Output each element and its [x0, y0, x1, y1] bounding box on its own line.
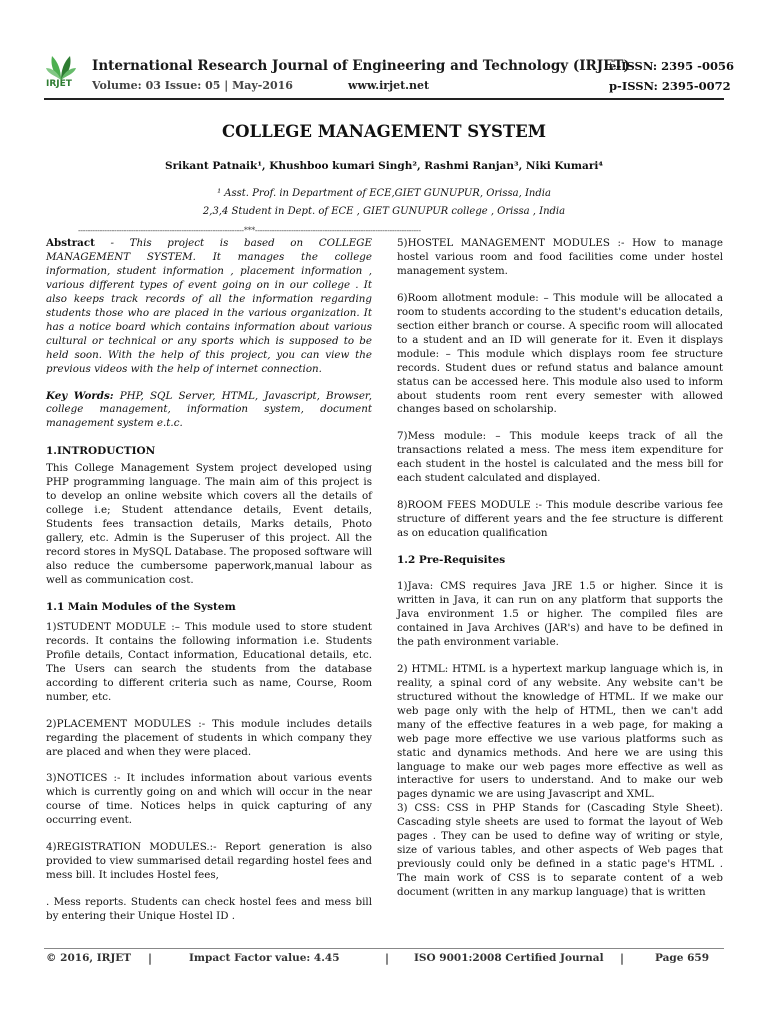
module-4-continued: . Mess reports. Students can check hostel fees and mess bill by entering their Unique Hostel ID .: [46, 896, 372, 923]
module-6: 6)Room allotment module: – This module will be allocated a room to students according to the student's education details, section either branch or course. A specific room will allocated to a student and an ID will generate for it. Even it displays module: – This module which displays room fee structure records. Student dues or refund status and balance amount status can be accessed here. This module also used to inform about students room rent every semester with allowed changes based on scholarship.: [397, 291, 723, 416]
irjet-logo: [44, 50, 78, 90]
keywords-label: Key Words:: [46, 389, 114, 402]
keywords: [46, 390, 372, 432]
intro-heading: 1.INTRODUCTION: [46, 445, 156, 458]
abstract-text: - This project is based on COLLEGE MANAGEMENT SYSTEM. It manages the college information, student information , placement information , various different types of event going on in our college . It also keeps track records of all the information regarding students those who are placed in the various organization. It has a notice board which contains information about various cultural or technical or any sports which is supposed to be held soon. With the help of this project, you can view the previous videos with the help of internet connection.: [46, 237, 372, 375]
prereq-html: 2) HTML: HTML is a hypertext markup language which is, in reality, a spinal cord of any website. Any website can't be structured without the knowledge of HTML. If we make our web page only with the help of HTML, then we can't add many of the effective features in a web page, for making a web page more effective we use various platforms such as static and dynamics methods. And here we are using this language to make our web pages more effective as well as interactive for users to understand. And to make our web pages dynamic we are using Javascript and XML.: [397, 662, 723, 801]
module-2: 2)PLACEMENT MODULES :- This module includes details regarding the placement of students in which company they are placed and when they were placed.: [46, 717, 372, 758]
module-5: 5)HOSTEL MANAGEMENT MODULES :- How to manage hostel various room and food facilities come under hostel management system.: [397, 237, 723, 277]
abstract-label: Abstract: [46, 237, 95, 249]
p-issn: p-ISSN: 2395-0072: [609, 79, 731, 93]
keywords-text: PHP, SQL Server, HTML, Javascript, Browser, college management, information system, document management system e.t.c.: [46, 389, 372, 430]
website-link[interactable]: www.irjet.net: [348, 79, 430, 92]
footer-copyright: © 2016, IRJET: [46, 952, 132, 964]
paper-title: COLLEGE MANAGEMENT SYSTEM: [222, 122, 546, 141]
section-divider: ---------------------------------------------------------------------***---------------------------------------------------------------------: [78, 226, 421, 235]
footer-separator: |: [620, 952, 625, 965]
affiliation-2: 2,3,4 Student in Dept. of ECE , GIET GUNUPUR college , Orissa , India: [202, 206, 566, 217]
footer-impact-factor: Impact Factor value: 4.45: [189, 952, 340, 964]
affiliation-1: ¹ Asst. Prof. in Department of ECE,GIET GUNUPUR, Orissa, India: [217, 188, 551, 199]
journal-name: International Research Journal of Engineering and Technology (IRJET): [92, 58, 630, 74]
module-8: 8)ROOM FEES MODULE :- This module describe various fee structure of different years and the fee structure is different as on education qualification: [397, 499, 723, 540]
authors: Srikant Patnaik¹, Khushboo kumari Singh², Rashmi Ranjan³, Niki Kumari⁴: [165, 160, 603, 172]
module-1: 1)STUDENT MODULE :– This module used to store student records. It contains the following information i.e. Students Profile details, Contact information, Educational details, etc. The Users can search the students from the database according to different criteria such as name, Course, Room number, etc.: [46, 620, 372, 703]
modules-heading: 1.1 Main Modules of the System: [46, 600, 236, 613]
footer-separator: |: [385, 952, 390, 965]
footer-separator: |: [148, 952, 153, 965]
footer-rule: [44, 948, 724, 949]
left-column: [46, 237, 372, 937]
volume-issue: Volume: 03 Issue: 05 | May-2016: [92, 79, 293, 92]
prereq-css: 3) CSS: CSS in PHP Stands for (Cascading Style Sheet). Cascading style sheets are used to format the layout of Web pages . They can be used to define way of writing or style, size of various tables, and other aspects of Web pages that previously could only be defined in a static page's HTML . The main work of CSS is to separate content of a web document (written in any markup language) that is written: [397, 802, 723, 899]
prereq-java: 1)Java: CMS requires Java JRE 1.5 or higher. Since it is written in Java, it can run on any platform that supports the Java environment 1.5 or higher. The compiled files are contained in Java Archives (JAR's) and have to be defined in the path environment variable.: [397, 580, 723, 648]
intro-text: This College Management System project developed using PHP programming language. The main aim of this project is to develop an online website which covers all the details of college i.e; Student attendance details, Event details, Students fees transaction details, Marks details, Photo gallery, etc. Admin is the Superuser of this project. All the record stores in MySQL Database. The proposed software will also reduce the cumbersome paperwork,manual labour as well as communication cost.: [46, 462, 372, 586]
header-rule: [44, 98, 724, 100]
e-issn: e-ISSN: 2395 -0056: [609, 59, 734, 73]
logo-text: IRJET: [46, 79, 72, 89]
abstract: [46, 237, 372, 377]
prereq-heading: 1.2 Pre-Requisites: [397, 554, 506, 567]
module-3: 3)NOTICES :- It includes information about various events which is currently going on and which will occur in the near course of time. Notices helps in quick capturing of any occurring event.: [46, 772, 372, 827]
footer-iso: ISO 9001:2008 Certified Journal: [414, 952, 604, 964]
module-7: 7)Mess module: – This module keeps track of all the transactions related a mess. The mess item expenditure for each student in the hostel is calculated and the mess bill for each student calculated and displayed.: [397, 430, 723, 485]
right-column: [397, 237, 723, 913]
module-4: 4)REGISTRATION MODULES.:- Report generation is also provided to view summarised detail regarding hostel fees and mess bill. It includes Hostel fees,: [46, 841, 372, 882]
footer-page-number: Page 659: [655, 952, 710, 964]
